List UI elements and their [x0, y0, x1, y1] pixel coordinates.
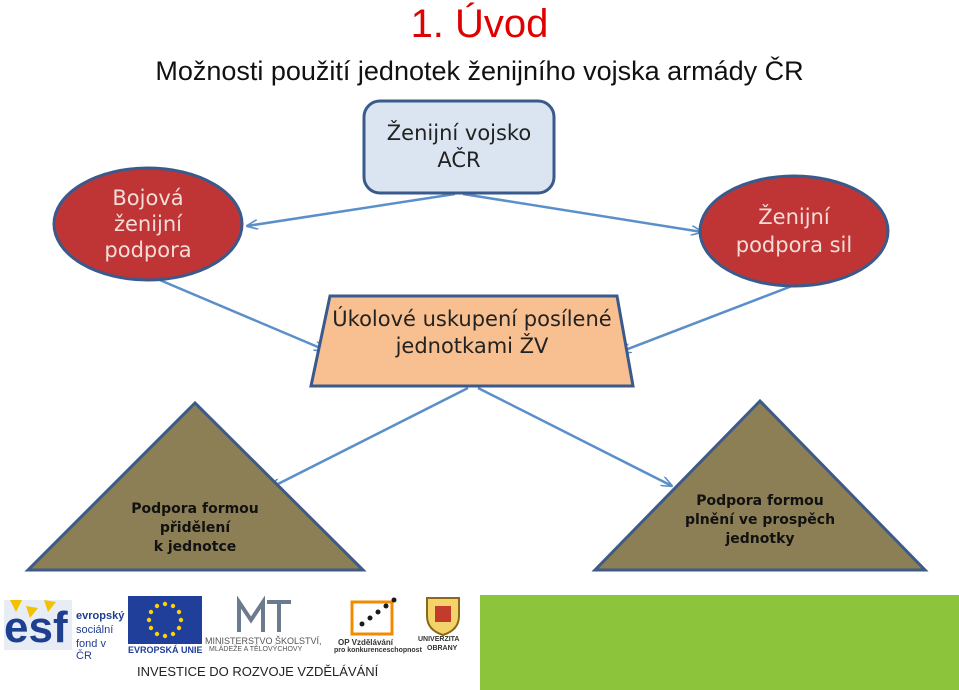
esf-big-text: esf: [4, 603, 68, 652]
page-title: 1. Úvod: [410, 2, 549, 46]
arrow-right-to-trap: [620, 286, 792, 352]
arrow-top-to-left: [247, 194, 455, 226]
right-triangle-label: Podpora formou plnění ve prospěch jednotky: [684, 493, 836, 547]
page-subtitle: Možnosti použití jednotek ženijního vojska armády ČR: [155, 56, 804, 86]
esf-line2: sociální: [76, 624, 114, 636]
msmt-logo: [205, 596, 330, 656]
arrow-top-to-right: [463, 194, 702, 232]
left-circle-label: Bojová ženijní podpora: [104, 186, 192, 262]
eu-logo: [128, 596, 202, 656]
op-dots-icon: [350, 596, 400, 638]
right-circle-label: Ženijní podpora sil: [735, 205, 853, 257]
footer-slogan: INVESTICE DO ROZVOJE VZDĚLÁVÁNÍ: [137, 664, 379, 679]
uo-shield-icon: [425, 594, 461, 636]
esf-line1: evropský: [76, 610, 125, 622]
op-logo: [334, 596, 422, 656]
msmt-line2: MLÁDEŽE A TĚLOVÝCHOVY: [209, 646, 303, 653]
arrow-trap-to-left-tri: [270, 388, 468, 488]
uo-line1: UNIVERZITA: [418, 636, 460, 643]
op-line1: OP Vzdělávání: [338, 638, 393, 647]
top-box-label: Ženijní vojsko AČR: [386, 121, 532, 172]
esf-logo: [4, 596, 125, 662]
msmt-line1: MINISTERSTVO ŠKOLSTVÍ,: [205, 636, 322, 646]
eu-flag-icon: [128, 596, 202, 644]
msmt-mark-icon: [235, 596, 295, 636]
trapezoid-label: Úkolové uskupení posílené jednotkami ŽV: [332, 307, 612, 358]
arrow-trap-to-right-tri: [478, 388, 672, 486]
uo-line2: OBRANY: [427, 645, 458, 652]
uo-logo: [418, 594, 468, 656]
left-triangle-label: Podpora formou přidělení k jednotce: [131, 501, 259, 555]
esf-line3: fond v ČR: [76, 638, 106, 662]
op-line2: pro konkurenceschopnost: [334, 647, 422, 654]
arrow-left-to-trap: [155, 278, 325, 350]
green-banner: [480, 595, 959, 690]
eu-label: EVROPSKÁ UNIE: [128, 645, 203, 655]
